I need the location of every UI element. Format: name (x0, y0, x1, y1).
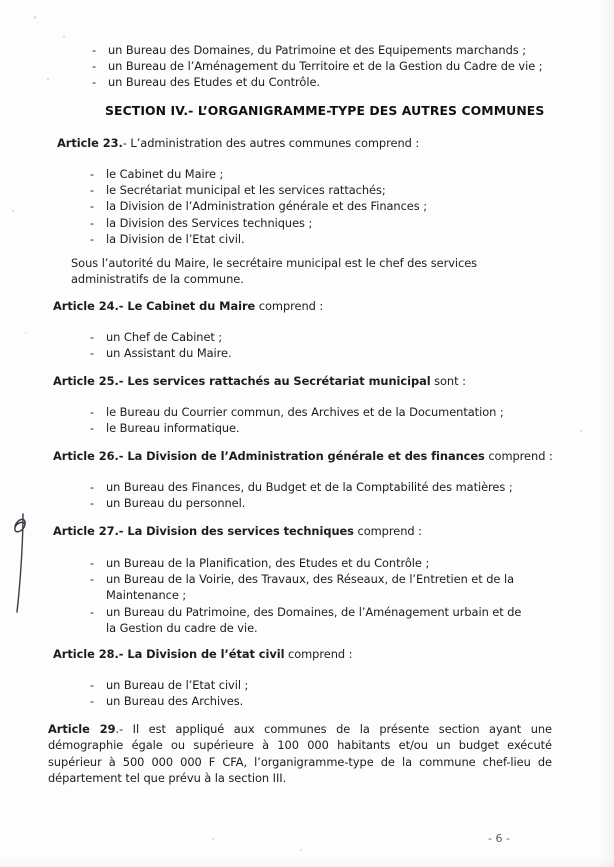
list-item-text: un Bureau des Finances, du Budget et de la Comptabilité des matières ; (106, 480, 513, 494)
top-continuation-bullet-list (92, 42, 552, 91)
article-28-label: Article 28.- (53, 647, 128, 661)
list-item-text: le Bureau informatique. (106, 421, 240, 436)
list-item (90, 329, 550, 345)
article-25-heading (53, 373, 563, 389)
list-item (90, 693, 550, 709)
list-item-text: un Bureau de l’Aménagement du Territoire et de la Gestion du Cadre de vie ; (108, 59, 543, 74)
bullet-dash-icon: - (92, 59, 97, 74)
article-28-tail: comprend : (284, 647, 353, 661)
article-27-heading (53, 523, 563, 539)
list-item (90, 345, 550, 361)
bullet-dash-icon: - (90, 215, 95, 230)
article-29-body: .- Il est appliqué aux communes de la présente section ayant une démographie égale ou supérieure à 100 000 habitants et/ou un budget exécuté supérieur à 500 000 000 F CFA, l’organigramme-type de la commune chef-lieu de département tel que prévu à la section III. (48, 722, 553, 786)
list-item-text: la Division de l’Administration générale et des Finances ; (106, 199, 428, 214)
list-item (90, 182, 550, 198)
list-item-text: un Assistant du Maire. (106, 346, 232, 361)
list-item (92, 74, 552, 90)
article-23-bullet-list (90, 166, 550, 247)
list-item-text: la Division des Services techniques ; (106, 215, 313, 230)
list-item (92, 58, 552, 74)
bullet-dash-icon: - (90, 496, 95, 511)
article-25-tail: sont : (430, 374, 466, 388)
list-item-text: le Secrétariat municipal et les services rattachés; (106, 183, 386, 198)
article-24-bullet-list (90, 329, 550, 361)
bullet-dash-icon: - (90, 167, 95, 181)
list-item-text: un Bureau des Etudes et du Contrôle. (108, 75, 320, 90)
bullet-dash-icon: - (90, 556, 95, 570)
list-item (90, 555, 530, 571)
article-25-bullet-list (90, 404, 560, 436)
article-25-label: Article 25.- (53, 374, 128, 388)
article-27-label: Article 27.- (53, 524, 128, 538)
list-item-text: le Cabinet du Maire ; (106, 167, 224, 181)
list-item-text: la Division de l’Etat civil. (106, 231, 245, 246)
article-27-tail: comprend : (353, 524, 422, 538)
bullet-dash-icon: - (90, 421, 95, 436)
page-number-footer: - 6 - (488, 832, 510, 845)
list-item (90, 495, 560, 511)
article-29-paragraph (48, 721, 552, 787)
article-24-heading (53, 298, 563, 314)
list-item-text: un Bureau de la Voirie, des Travaux, des Réseaux, de l’Entretien et de la Maintenance ; (106, 572, 515, 603)
article-26-tail: comprend : (484, 449, 553, 463)
list-item-text: un Bureau du Patrimoine, des Domaines, de l’Aménagement urbain et de la Gestion du cadre de vie. (106, 604, 522, 635)
list-item (90, 231, 550, 247)
article-29-label: Article 29 (48, 722, 116, 736)
article-25-subject: Les services rattachés au Secrétariat municipal (127, 374, 431, 388)
article-26-bullet-list (90, 479, 560, 511)
page-edge-shadow-right (600, 0, 614, 867)
article-27-bullet-list (90, 555, 530, 636)
article-28-subject: La Division de l’état civil (127, 647, 285, 661)
article-24-tail: comprend : (255, 299, 324, 313)
article-24-label: Article 24.- (53, 299, 128, 313)
list-item (90, 404, 560, 420)
bullet-dash-icon: - (90, 346, 95, 361)
bullet-dash-icon: - (92, 43, 97, 57)
article-23-heading (57, 135, 557, 151)
article-26-label: Article 26.- (53, 449, 128, 463)
article-23-lead: - L’administration des autres communes comprend : (122, 136, 420, 150)
bullet-dash-icon: - (90, 330, 95, 344)
list-item (90, 571, 530, 603)
article-28-bullet-list (90, 677, 550, 709)
page-edge-shadow-bottom (0, 857, 614, 867)
paragraph-secretaire-municipal: Sous l’autorité du Maire, le secrétaire municipal est le chef des services administratifs de la commune. (71, 256, 478, 287)
list-item-text: un Bureau des Domaines, du Patrimoine et des Equipements marchands ; (108, 43, 527, 57)
list-item (90, 420, 560, 436)
list-item (90, 677, 550, 693)
bullet-dash-icon: - (90, 405, 95, 419)
article-24-subject: Le Cabinet du Maire (127, 299, 256, 313)
bullet-dash-icon: - (90, 604, 95, 619)
list-item-text: un Bureau du personnel. (106, 496, 246, 511)
list-item-text: un Bureau des Archives. (106, 694, 244, 709)
list-item (92, 42, 552, 58)
article-23-label: Article 23. (57, 136, 123, 150)
list-item-text: le Bureau du Courrier commun, des Archives et de la Documentation ; (106, 405, 504, 419)
list-item (90, 215, 550, 231)
list-item-text: un Chef de Cabinet ; (106, 330, 223, 344)
list-item (90, 604, 530, 636)
list-item-text: un Bureau de l’Etat civil ; (106, 678, 249, 692)
article-28-heading (53, 646, 563, 662)
bullet-dash-icon: - (90, 480, 95, 494)
bullet-dash-icon: - (90, 678, 95, 692)
list-item-text: un Bureau de la Planification, des Etudes et du Contrôle ; (106, 556, 430, 570)
handwritten-pen-mark-icon (6, 508, 40, 620)
list-item (90, 479, 560, 495)
list-item (90, 198, 550, 214)
bullet-dash-icon: - (90, 572, 95, 587)
section-heading: SECTION IV.- L’ORGANIGRAMME-TYPE DES AUTRES COMMUNES (105, 103, 545, 118)
list-item (90, 166, 550, 182)
bullet-dash-icon: - (90, 231, 95, 246)
article-26-subject: La Division de l’Administration générale et des finances (127, 449, 485, 463)
bullet-dash-icon: - (90, 199, 95, 214)
bullet-dash-icon: - (92, 75, 97, 90)
bullet-dash-icon: - (90, 183, 95, 198)
bullet-dash-icon: - (90, 694, 95, 709)
article-27-subject: La Division des services techniques (127, 524, 354, 538)
article-26-heading (53, 448, 573, 464)
